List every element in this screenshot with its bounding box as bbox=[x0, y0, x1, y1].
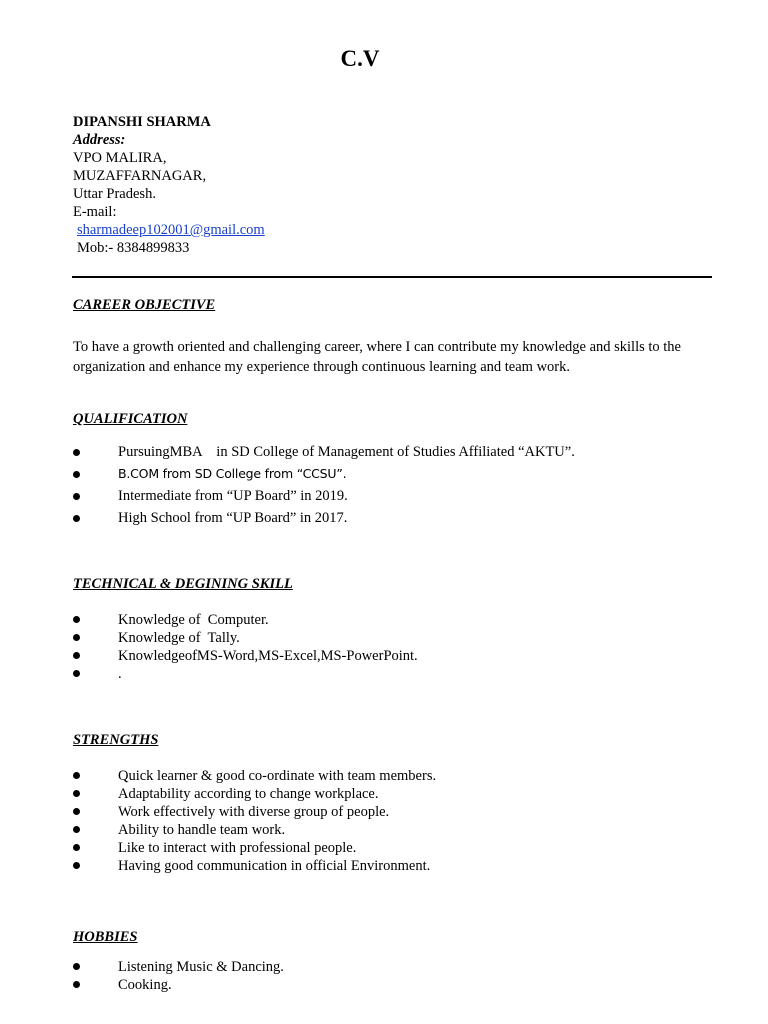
address-line-3: Uttar Pradesh. bbox=[73, 186, 156, 202]
page-title: C.V bbox=[340, 46, 380, 71]
bullet-icon bbox=[73, 493, 80, 500]
bullet-icon bbox=[73, 449, 80, 456]
email-address[interactable]: sharmadeep102001@gmail.com bbox=[77, 222, 265, 238]
address-line-2: MUZAFFARNAGAR, bbox=[73, 168, 207, 184]
bullet-icon bbox=[73, 981, 80, 988]
candidate-name: DIPANSHI SHARMA bbox=[73, 114, 211, 130]
address-line-1: VPO MALIRA, bbox=[73, 150, 167, 166]
bullet-icon bbox=[73, 844, 80, 851]
technical-skill-heading: TECHNICAL & DEGINING SKILL bbox=[73, 576, 293, 592]
career-objective-text: To have a growth oriented and challenging career, where I can contribute my knowledge and skills to the organization and enhance my experience through continuous learning and team work. bbox=[73, 339, 681, 375]
hobbies-heading: HOBBIES bbox=[73, 929, 138, 945]
qualification-heading: QUALIFICATION bbox=[73, 411, 188, 427]
bullet-icon bbox=[73, 963, 80, 970]
email-label: E-mail: bbox=[73, 204, 117, 220]
bullet-icon bbox=[73, 515, 80, 522]
career-objective-heading: CAREER OBJECTIVE bbox=[73, 297, 216, 313]
mobile-number: Mob:- 8384899833 bbox=[77, 240, 190, 256]
address-label: Address: bbox=[73, 132, 126, 148]
header-divider bbox=[72, 276, 712, 278]
bullet-icon bbox=[73, 790, 80, 797]
bullet-icon bbox=[73, 826, 80, 833]
strengths-heading: STRENGTHS bbox=[73, 732, 159, 748]
bullet-icon bbox=[73, 616, 80, 623]
bullet-icon bbox=[73, 634, 80, 641]
bullet-icon bbox=[73, 670, 80, 677]
bullet-icon bbox=[73, 808, 80, 815]
bullet-icon bbox=[73, 652, 80, 659]
bullet-icon bbox=[73, 772, 80, 779]
bullet-icon bbox=[73, 471, 80, 478]
email-link[interactable] bbox=[77, 222, 265, 239]
bullet-icon bbox=[73, 862, 80, 869]
